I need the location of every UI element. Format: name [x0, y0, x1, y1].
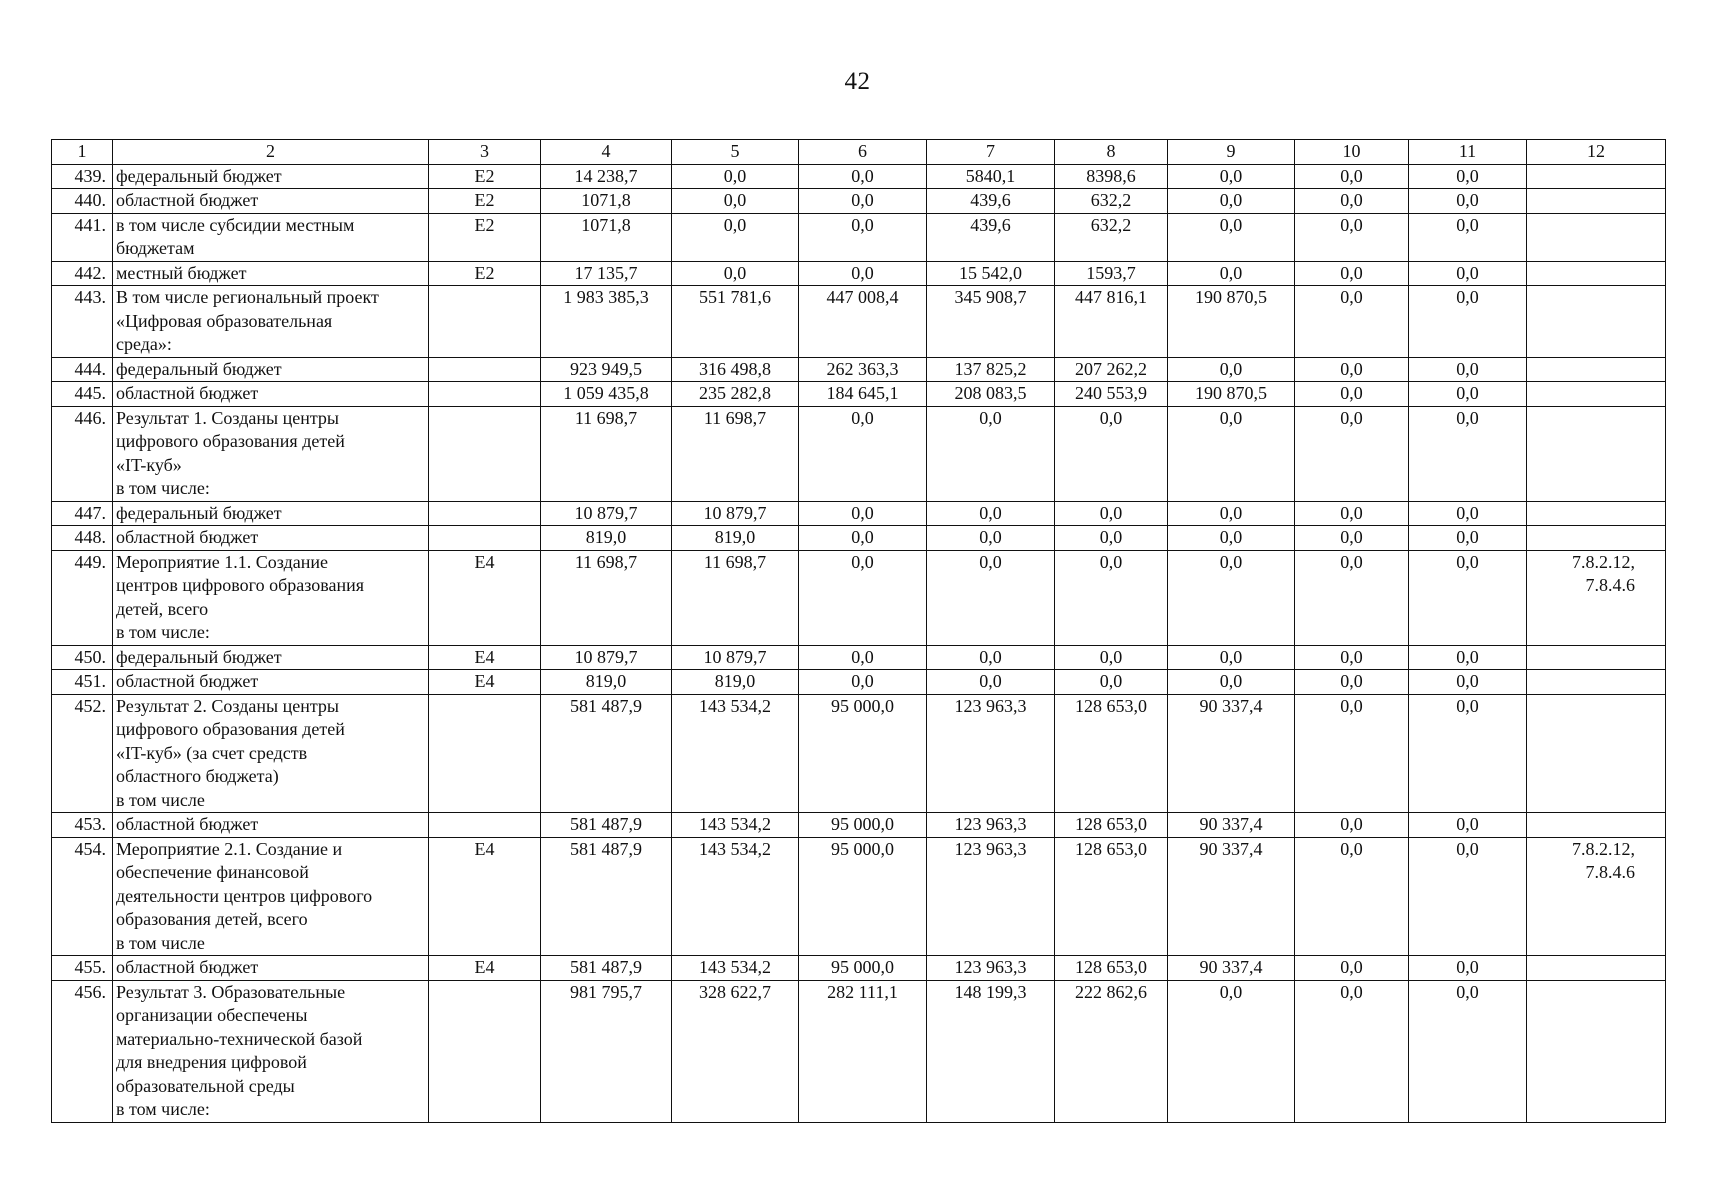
- row-value-cell: 0,0: [1295, 980, 1409, 1122]
- row-code-cell: [429, 357, 541, 382]
- table-row: [52, 980, 1666, 1122]
- row-value-cell: 11 698,7: [541, 550, 672, 645]
- row-number-cell: 448.: [52, 526, 113, 551]
- row-value-cell: 0,0: [927, 406, 1055, 501]
- row-value-cell: 0,0: [1168, 670, 1295, 695]
- row-value-cell: 0,0: [1168, 357, 1295, 382]
- row-code-cell: Е4: [429, 645, 541, 670]
- row-value-cell: 0,0: [1295, 670, 1409, 695]
- row-reference-cell: [1527, 164, 1666, 189]
- row-reference-cell: [1527, 382, 1666, 407]
- table-row: [52, 645, 1666, 670]
- row-number-cell: 439.: [52, 164, 113, 189]
- row-code-cell: Е2: [429, 213, 541, 261]
- row-value-cell: 11 698,7: [672, 550, 799, 645]
- row-value-cell: 95 000,0: [799, 956, 927, 981]
- row-value-cell: 10 879,7: [672, 501, 799, 526]
- row-code-cell: [429, 382, 541, 407]
- row-value-cell: 207 262,2: [1055, 357, 1168, 382]
- row-reference-cell: [1527, 189, 1666, 214]
- row-code-cell: [429, 980, 541, 1122]
- row-value-cell: 0,0: [1055, 550, 1168, 645]
- row-value-cell: 148 199,3: [927, 980, 1055, 1122]
- row-number-cell: 446.: [52, 406, 113, 501]
- row-value-cell: 0,0: [1409, 164, 1527, 189]
- row-value-cell: 10 879,7: [541, 645, 672, 670]
- row-number-cell: 444.: [52, 357, 113, 382]
- row-value-cell: 0,0: [799, 261, 927, 286]
- row-value-cell: 240 553,9: [1055, 382, 1168, 407]
- row-value-cell: 0,0: [1409, 526, 1527, 551]
- table-row: [52, 406, 1666, 501]
- row-value-cell: 819,0: [541, 670, 672, 695]
- row-value-cell: 0,0: [672, 213, 799, 261]
- row-value-cell: 143 534,2: [672, 694, 799, 813]
- row-value-cell: 5840,1: [927, 164, 1055, 189]
- row-value-cell: 10 879,7: [541, 501, 672, 526]
- row-code-cell: [429, 286, 541, 358]
- row-name-cell: областной бюджет: [113, 813, 429, 838]
- row-value-cell: 0,0: [927, 550, 1055, 645]
- column-header: 10: [1295, 140, 1409, 165]
- row-value-cell: 137 825,2: [927, 357, 1055, 382]
- row-value-cell: 0,0: [927, 501, 1055, 526]
- row-value-cell: 0,0: [799, 213, 927, 261]
- row-value-cell: 0,0: [672, 189, 799, 214]
- row-value-cell: 10 879,7: [672, 645, 799, 670]
- row-value-cell: 0,0: [1055, 406, 1168, 501]
- row-reference-cell: [1527, 956, 1666, 981]
- row-reference-cell: [1527, 501, 1666, 526]
- row-value-cell: 128 653,0: [1055, 694, 1168, 813]
- row-value-cell: 0,0: [1409, 501, 1527, 526]
- row-code-cell: [429, 694, 541, 813]
- row-value-cell: 0,0: [799, 550, 927, 645]
- row-value-cell: 11 698,7: [672, 406, 799, 501]
- row-code-cell: Е2: [429, 261, 541, 286]
- row-value-cell: 190 870,5: [1168, 286, 1295, 358]
- row-code-cell: [429, 526, 541, 551]
- row-value-cell: 14 238,7: [541, 164, 672, 189]
- row-reference-cell: [1527, 406, 1666, 501]
- row-value-cell: 0,0: [1409, 213, 1527, 261]
- row-value-cell: 551 781,6: [672, 286, 799, 358]
- row-value-cell: 923 949,5: [541, 357, 672, 382]
- row-value-cell: 128 653,0: [1055, 837, 1168, 956]
- table-body: [52, 140, 1666, 1123]
- row-reference-cell: [1527, 526, 1666, 551]
- row-name-cell: Мероприятие 1.1. Создание центров цифрового образования детей, всего в том числе:: [113, 550, 429, 645]
- row-value-cell: 184 645,1: [799, 382, 927, 407]
- row-number-cell: 452.: [52, 694, 113, 813]
- column-header: 4: [541, 140, 672, 165]
- row-value-cell: 0,0: [799, 501, 927, 526]
- row-value-cell: 0,0: [1409, 980, 1527, 1122]
- row-value-cell: 0,0: [799, 645, 927, 670]
- row-value-cell: 0,0: [1295, 213, 1409, 261]
- row-value-cell: 0,0: [1409, 670, 1527, 695]
- row-value-cell: 0,0: [1295, 694, 1409, 813]
- row-value-cell: 819,0: [672, 670, 799, 695]
- row-value-cell: 0,0: [672, 261, 799, 286]
- row-value-cell: 0,0: [1295, 837, 1409, 956]
- row-name-cell: Мероприятие 2.1. Создание и обеспечение финансовой деятельности центров цифрового образования детей, всего в том числе: [113, 837, 429, 956]
- row-value-cell: 0,0: [1168, 501, 1295, 526]
- row-value-cell: 439,6: [927, 189, 1055, 214]
- row-value-cell: 447 008,4: [799, 286, 927, 358]
- row-name-cell: областной бюджет: [113, 956, 429, 981]
- row-name-cell: в том числе субсидии местным бюджетам: [113, 213, 429, 261]
- row-name-cell: областной бюджет: [113, 189, 429, 214]
- row-value-cell: 128 653,0: [1055, 956, 1168, 981]
- row-name-cell: В том числе региональный проект «Цифровая образовательная среда»:: [113, 286, 429, 358]
- row-value-cell: 0,0: [1295, 261, 1409, 286]
- row-value-cell: 90 337,4: [1168, 956, 1295, 981]
- row-value-cell: 0,0: [1055, 645, 1168, 670]
- row-value-cell: 345 908,7: [927, 286, 1055, 358]
- page-number: 42: [844, 68, 871, 95]
- table-row: [52, 526, 1666, 551]
- column-header: 6: [799, 140, 927, 165]
- row-code-cell: Е4: [429, 837, 541, 956]
- row-name-cell: областной бюджет: [113, 670, 429, 695]
- row-reference-cell: [1527, 213, 1666, 261]
- row-value-cell: 0,0: [927, 645, 1055, 670]
- row-value-cell: 0,0: [1409, 261, 1527, 286]
- row-code-cell: Е4: [429, 550, 541, 645]
- row-value-cell: 0,0: [1168, 550, 1295, 645]
- row-name-cell: областной бюджет: [113, 382, 429, 407]
- row-value-cell: 0,0: [1295, 645, 1409, 670]
- table-row: [52, 837, 1666, 956]
- row-value-cell: 143 534,2: [672, 837, 799, 956]
- row-value-cell: 1071,8: [541, 189, 672, 214]
- row-value-cell: 95 000,0: [799, 837, 927, 956]
- column-header: 11: [1409, 140, 1527, 165]
- row-number-cell: 454.: [52, 837, 113, 956]
- row-value-cell: 0,0: [1168, 164, 1295, 189]
- row-value-cell: 90 337,4: [1168, 837, 1295, 956]
- row-value-cell: 0,0: [1409, 406, 1527, 501]
- row-value-cell: 581 487,9: [541, 813, 672, 838]
- row-name-cell: областной бюджет: [113, 526, 429, 551]
- row-number-cell: 443.: [52, 286, 113, 358]
- row-reference-cell: 7.8.2.12, 7.8.4.6: [1527, 837, 1666, 956]
- row-value-cell: 123 963,3: [927, 837, 1055, 956]
- row-value-cell: 439,6: [927, 213, 1055, 261]
- row-value-cell: 235 282,8: [672, 382, 799, 407]
- row-value-cell: 15 542,0: [927, 261, 1055, 286]
- column-header: 7: [927, 140, 1055, 165]
- table-row: [52, 382, 1666, 407]
- row-value-cell: 0,0: [1295, 357, 1409, 382]
- table-row: [52, 813, 1666, 838]
- row-value-cell: 90 337,4: [1168, 694, 1295, 813]
- row-value-cell: 0,0: [1295, 189, 1409, 214]
- row-value-cell: 328 622,7: [672, 980, 799, 1122]
- row-reference-cell: [1527, 645, 1666, 670]
- table-row: [52, 357, 1666, 382]
- row-value-cell: 0,0: [1055, 670, 1168, 695]
- row-value-cell: 316 498,8: [672, 357, 799, 382]
- row-value-cell: 0,0: [1409, 645, 1527, 670]
- row-number-cell: 453.: [52, 813, 113, 838]
- row-value-cell: 819,0: [672, 526, 799, 551]
- row-value-cell: 8398,6: [1055, 164, 1168, 189]
- row-value-cell: 0,0: [1409, 956, 1527, 981]
- row-value-cell: 11 698,7: [541, 406, 672, 501]
- row-value-cell: 581 487,9: [541, 956, 672, 981]
- row-value-cell: 90 337,4: [1168, 813, 1295, 838]
- row-value-cell: 632,2: [1055, 189, 1168, 214]
- row-value-cell: 123 963,3: [927, 956, 1055, 981]
- row-value-cell: 0,0: [799, 670, 927, 695]
- row-value-cell: 0,0: [799, 526, 927, 551]
- row-reference-cell: [1527, 694, 1666, 813]
- row-value-cell: 0,0: [1168, 189, 1295, 214]
- row-value-cell: 0,0: [1409, 357, 1527, 382]
- row-value-cell: 0,0: [1409, 189, 1527, 214]
- row-reference-cell: [1527, 980, 1666, 1122]
- budget-table: [51, 139, 1666, 1123]
- row-reference-cell: [1527, 357, 1666, 382]
- row-value-cell: 0,0: [1168, 980, 1295, 1122]
- row-number-cell: 442.: [52, 261, 113, 286]
- column-header: 2: [113, 140, 429, 165]
- row-name-cell: местный бюджет: [113, 261, 429, 286]
- row-value-cell: 0,0: [799, 406, 927, 501]
- row-value-cell: 0,0: [672, 164, 799, 189]
- row-value-cell: 0,0: [1409, 694, 1527, 813]
- row-value-cell: 0,0: [1295, 406, 1409, 501]
- column-header: 8: [1055, 140, 1168, 165]
- row-name-cell: Результат 2. Созданы центры цифрового образования детей «IT-куб» (за счет средств областного бюджета) в том числе: [113, 694, 429, 813]
- table-row: [52, 286, 1666, 358]
- row-value-cell: 0,0: [1409, 813, 1527, 838]
- column-header: 12: [1527, 140, 1666, 165]
- row-value-cell: 819,0: [541, 526, 672, 551]
- row-value-cell: 0,0: [1295, 956, 1409, 981]
- row-number-cell: 456.: [52, 980, 113, 1122]
- row-value-cell: 190 870,5: [1168, 382, 1295, 407]
- row-value-cell: 0,0: [1295, 501, 1409, 526]
- row-code-cell: Е4: [429, 956, 541, 981]
- row-value-cell: 0,0: [1295, 813, 1409, 838]
- table-row: [52, 164, 1666, 189]
- row-value-cell: 128 653,0: [1055, 813, 1168, 838]
- column-header: 3: [429, 140, 541, 165]
- table-row: [52, 189, 1666, 214]
- row-value-cell: 0,0: [927, 670, 1055, 695]
- row-reference-cell: 7.8.2.12, 7.8.4.6: [1527, 550, 1666, 645]
- row-value-cell: 0,0: [1168, 526, 1295, 551]
- row-value-cell: 0,0: [1295, 286, 1409, 358]
- table-row: [52, 694, 1666, 813]
- row-value-cell: 17 135,7: [541, 261, 672, 286]
- row-value-cell: 0,0: [1409, 837, 1527, 956]
- row-value-cell: 0,0: [1295, 164, 1409, 189]
- table-row: [52, 956, 1666, 981]
- row-value-cell: 581 487,9: [541, 837, 672, 956]
- row-value-cell: 0,0: [799, 164, 927, 189]
- row-value-cell: 0,0: [1409, 382, 1527, 407]
- row-reference-cell: [1527, 286, 1666, 358]
- row-number-cell: 449.: [52, 550, 113, 645]
- row-value-cell: 208 083,5: [927, 382, 1055, 407]
- row-number-cell: 440.: [52, 189, 113, 214]
- row-code-cell: [429, 501, 541, 526]
- row-value-cell: 222 862,6: [1055, 980, 1168, 1122]
- row-value-cell: 981 795,7: [541, 980, 672, 1122]
- row-name-cell: Результат 1. Созданы центры цифрового образования детей «IT-куб» в том числе:: [113, 406, 429, 501]
- column-header: 9: [1168, 140, 1295, 165]
- row-number-cell: 441.: [52, 213, 113, 261]
- column-header: 5: [672, 140, 799, 165]
- row-code-cell: Е4: [429, 670, 541, 695]
- row-value-cell: 123 963,3: [927, 694, 1055, 813]
- row-value-cell: 632,2: [1055, 213, 1168, 261]
- table-row: [52, 261, 1666, 286]
- row-value-cell: 1 983 385,3: [541, 286, 672, 358]
- table-row: [52, 213, 1666, 261]
- table-row: [52, 501, 1666, 526]
- row-name-cell: федеральный бюджет: [113, 164, 429, 189]
- row-value-cell: 282 111,1: [799, 980, 927, 1122]
- row-value-cell: 123 963,3: [927, 813, 1055, 838]
- row-value-cell: 0,0: [1055, 526, 1168, 551]
- row-name-cell: Результат 3. Образовательные организации обеспечены материально-технической базой для внедрения цифровой образовательной среды в том числе:: [113, 980, 429, 1122]
- row-code-cell: [429, 406, 541, 501]
- row-number-cell: 445.: [52, 382, 113, 407]
- row-number-cell: 447.: [52, 501, 113, 526]
- table-row: [52, 550, 1666, 645]
- row-value-cell: 0,0: [1295, 550, 1409, 645]
- row-name-cell: федеральный бюджет: [113, 357, 429, 382]
- row-value-cell: 447 816,1: [1055, 286, 1168, 358]
- row-value-cell: 95 000,0: [799, 694, 927, 813]
- row-value-cell: 143 534,2: [672, 956, 799, 981]
- row-name-cell: федеральный бюджет: [113, 501, 429, 526]
- row-value-cell: 95 000,0: [799, 813, 927, 838]
- row-code-cell: Е2: [429, 164, 541, 189]
- table-header-row: [52, 140, 1666, 165]
- row-code-cell: [429, 813, 541, 838]
- column-header: 1: [52, 140, 113, 165]
- row-value-cell: 0,0: [1409, 286, 1527, 358]
- row-value-cell: 0,0: [1168, 213, 1295, 261]
- row-value-cell: 0,0: [1295, 382, 1409, 407]
- row-reference-cell: [1527, 670, 1666, 695]
- row-value-cell: 0,0: [1168, 261, 1295, 286]
- row-value-cell: 0,0: [1168, 645, 1295, 670]
- row-value-cell: 1071,8: [541, 213, 672, 261]
- row-value-cell: 0,0: [1409, 550, 1527, 645]
- row-value-cell: 1 059 435,8: [541, 382, 672, 407]
- row-value-cell: 262 363,3: [799, 357, 927, 382]
- row-number-cell: 455.: [52, 956, 113, 981]
- row-value-cell: 0,0: [1055, 501, 1168, 526]
- row-reference-cell: [1527, 813, 1666, 838]
- row-name-cell: федеральный бюджет: [113, 645, 429, 670]
- row-value-cell: 0,0: [927, 526, 1055, 551]
- row-number-cell: 450.: [52, 645, 113, 670]
- row-value-cell: 0,0: [1168, 406, 1295, 501]
- row-code-cell: Е2: [429, 189, 541, 214]
- row-value-cell: 143 534,2: [672, 813, 799, 838]
- row-value-cell: 0,0: [1295, 526, 1409, 551]
- table-row: [52, 670, 1666, 695]
- row-number-cell: 451.: [52, 670, 113, 695]
- row-value-cell: 581 487,9: [541, 694, 672, 813]
- row-reference-cell: [1527, 261, 1666, 286]
- row-value-cell: 1593,7: [1055, 261, 1168, 286]
- row-value-cell: 0,0: [799, 189, 927, 214]
